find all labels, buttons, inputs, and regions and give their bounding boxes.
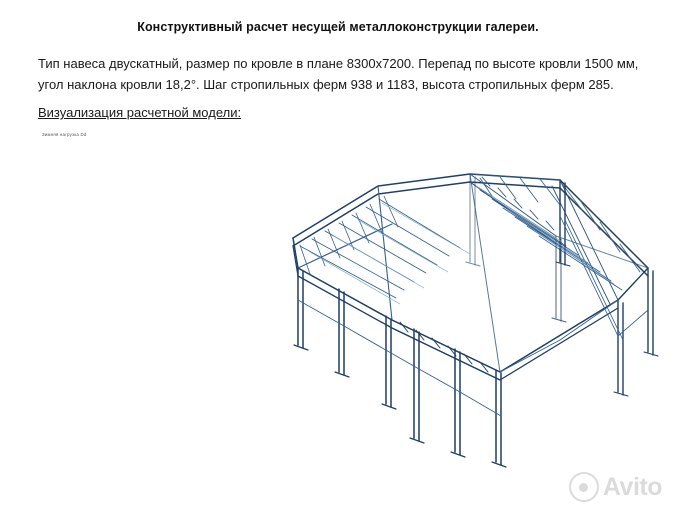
page-title: Конструктивный расчет несущей металлоконструкции галереи. bbox=[137, 20, 539, 34]
avito-watermark-text: Avito bbox=[602, 472, 662, 501]
description-paragraph: Тип навеса двускатный, размер по кровле в плане 8300x7200. Перепад по высоте кровли 1500 мм, угол наклона кровли 18,2°. Шаг стропильных ферм 938 и 1183, высота стропильных ферм 285. bbox=[38, 56, 639, 92]
avito-watermark bbox=[569, 472, 662, 502]
figure-caption: Зимняя нагрузка Dd bbox=[42, 132, 87, 137]
avito-logo-icon bbox=[569, 472, 599, 502]
section-subtitle: Визуализация расчетной модели: bbox=[38, 105, 242, 120]
